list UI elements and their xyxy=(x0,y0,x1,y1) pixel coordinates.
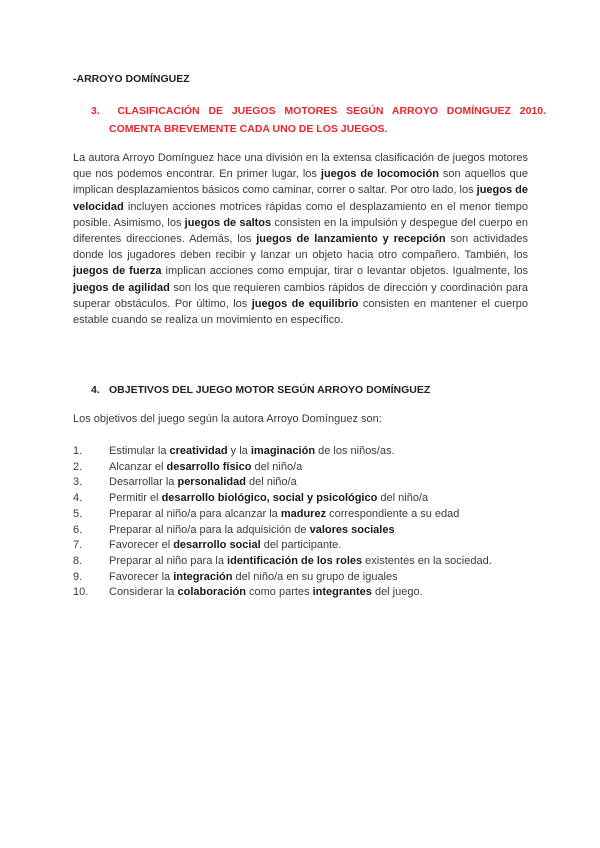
classification-paragraph xyxy=(73,150,528,328)
objective-number: 5. xyxy=(73,507,83,520)
text-run: del niño/a xyxy=(251,460,303,473)
bold-term: juegos de fuerza xyxy=(73,265,162,278)
text-run: existentes en la sociedad. xyxy=(362,554,492,567)
text-run: Permitir el xyxy=(109,492,162,505)
bold-term: colaboración xyxy=(177,586,246,599)
section-4-number: 4. xyxy=(91,384,100,396)
objective-text xyxy=(109,491,528,507)
bold-term: madurez xyxy=(280,507,327,520)
bold-term: juegos de lanzamiento y recepción xyxy=(256,233,446,246)
objective-item xyxy=(73,538,528,554)
objective-number: 2. xyxy=(73,460,83,473)
objective-item xyxy=(73,554,528,570)
objective-text xyxy=(109,507,528,523)
objective-number: 7. xyxy=(73,539,83,552)
objective-item xyxy=(73,491,528,507)
objective-item xyxy=(73,460,528,476)
bold-term: juegos de agilidad xyxy=(73,281,170,294)
objective-number: 1. xyxy=(73,445,83,457)
text-run: implican acciones como empujar, tirar o levantar objetos. Igualmente, los xyxy=(161,265,529,278)
bold-term: integración xyxy=(173,570,233,583)
text-run: son actividades donde los jugadores deben recibir y lanzar un objeto hacia otro compañero. También, los xyxy=(73,233,528,262)
text-run: Considerar la xyxy=(109,586,178,599)
bold-term: juegos de saltos xyxy=(184,216,272,229)
text-run: del niño/a xyxy=(377,492,429,505)
bold-term: creatividad xyxy=(169,445,228,457)
objective-text xyxy=(109,523,528,539)
objective-text xyxy=(109,585,528,601)
objective-text xyxy=(109,444,528,460)
objective-number: 8. xyxy=(73,554,83,567)
text-run: del participante. xyxy=(260,539,342,552)
objective-text xyxy=(109,570,528,586)
bold-term: desarrollo físico xyxy=(166,460,252,473)
text-run: son aquellos que implican desplazamientos básicos como caminar, correr o saltar. Por otro lado, los xyxy=(73,168,528,197)
text-run: del niño/a xyxy=(245,476,297,489)
objective-text xyxy=(109,538,528,554)
objective-item xyxy=(73,523,528,539)
objective-item xyxy=(73,507,528,523)
text-run: Preparar al niño/a para alcanzar la xyxy=(109,507,281,520)
bold-term: personalidad xyxy=(177,476,246,489)
bold-term: desarrollo social xyxy=(173,539,261,552)
objective-number: 9. xyxy=(73,570,83,583)
section-4-heading xyxy=(91,384,430,396)
objective-text xyxy=(109,554,528,570)
text-run: Preparar al niño/a para la adquisición de xyxy=(109,523,310,536)
objective-text xyxy=(109,460,528,476)
text-run: del juego. xyxy=(371,586,423,599)
section-3-heading xyxy=(91,102,546,138)
text-run: del niño/a en su grupo de iguales xyxy=(232,570,398,583)
bold-term: desarrollo biológico, social y psicológico xyxy=(161,492,378,505)
objective-item xyxy=(73,475,528,491)
objective-number: 10. xyxy=(73,586,89,599)
objective-item xyxy=(73,585,528,601)
objectives-intro: Los objetivos del juego según la autora Arroyo Domínguez son: xyxy=(73,413,382,425)
objectives-list xyxy=(73,444,528,601)
text-run: Estimular la xyxy=(109,445,170,457)
section-4-title: OBJETIVOS DEL JUEGO MOTOR SEGÚN ARROYO DOMÍNGUEZ xyxy=(109,384,431,396)
section-3-number: 3. xyxy=(91,105,100,117)
bold-term: valores sociales xyxy=(309,523,395,536)
text-run: Preparar al niño para la xyxy=(109,554,228,567)
text-run: Alcanzar el xyxy=(109,460,167,473)
objective-number: 3. xyxy=(73,476,83,489)
text-run: consisten en mantener el cuerpo estable cuando se realiza un movimiento en específico. xyxy=(73,297,528,327)
objective-number: 6. xyxy=(73,523,83,536)
text-run: Favorecer el xyxy=(109,539,174,552)
text-run: como partes xyxy=(245,586,313,599)
text-run: Favorecer la xyxy=(109,570,174,583)
bold-term: identificación de los roles xyxy=(227,554,363,567)
text-run: correspondiente a su edad xyxy=(326,507,460,520)
text-run: La autora Arroyo Domínguez hace una división en la extensa clasificación de juegos motores que nos podemos encontrar. En primer lugar, los xyxy=(73,152,528,181)
objective-item xyxy=(73,444,528,460)
text-run: y la xyxy=(227,445,251,457)
objective-number: 4. xyxy=(73,492,83,505)
bold-term: juegos de equilibrio xyxy=(251,297,359,310)
text-run: de los niños/as. xyxy=(315,445,395,457)
objective-item xyxy=(73,570,528,586)
author-heading: -ARROYO DOMÍNGUEZ xyxy=(73,73,190,85)
text-run: son los que requieren cambios rápidos de dirección y coordinación para superar obstáculos. Por último, los xyxy=(73,281,528,310)
bold-term: integrantes xyxy=(312,586,372,599)
bold-term: juegos de velocidad xyxy=(73,184,529,213)
objective-text xyxy=(109,475,528,491)
bold-term: juegos de locomoción xyxy=(320,168,439,181)
text-run: consisten en la impulsión y despegue del cuerpo en diferentes direcciones. Además, los xyxy=(73,216,528,246)
bold-term: imaginación xyxy=(250,445,316,457)
text-run: incluyen acciones motrices rápidas como el desplazamiento en el menor tiempo posible. Asimismo, los xyxy=(73,200,528,229)
text-run: Desarrollar la xyxy=(109,476,178,489)
section-3-title: CLASIFICACIÓN DE JUEGOS MOTORES SEGÚN ARROYO DOMÍNGUEZ 2010. COMENTA BREVEMENTE CADA UNO DE LOS JUEGOS. xyxy=(109,105,547,135)
